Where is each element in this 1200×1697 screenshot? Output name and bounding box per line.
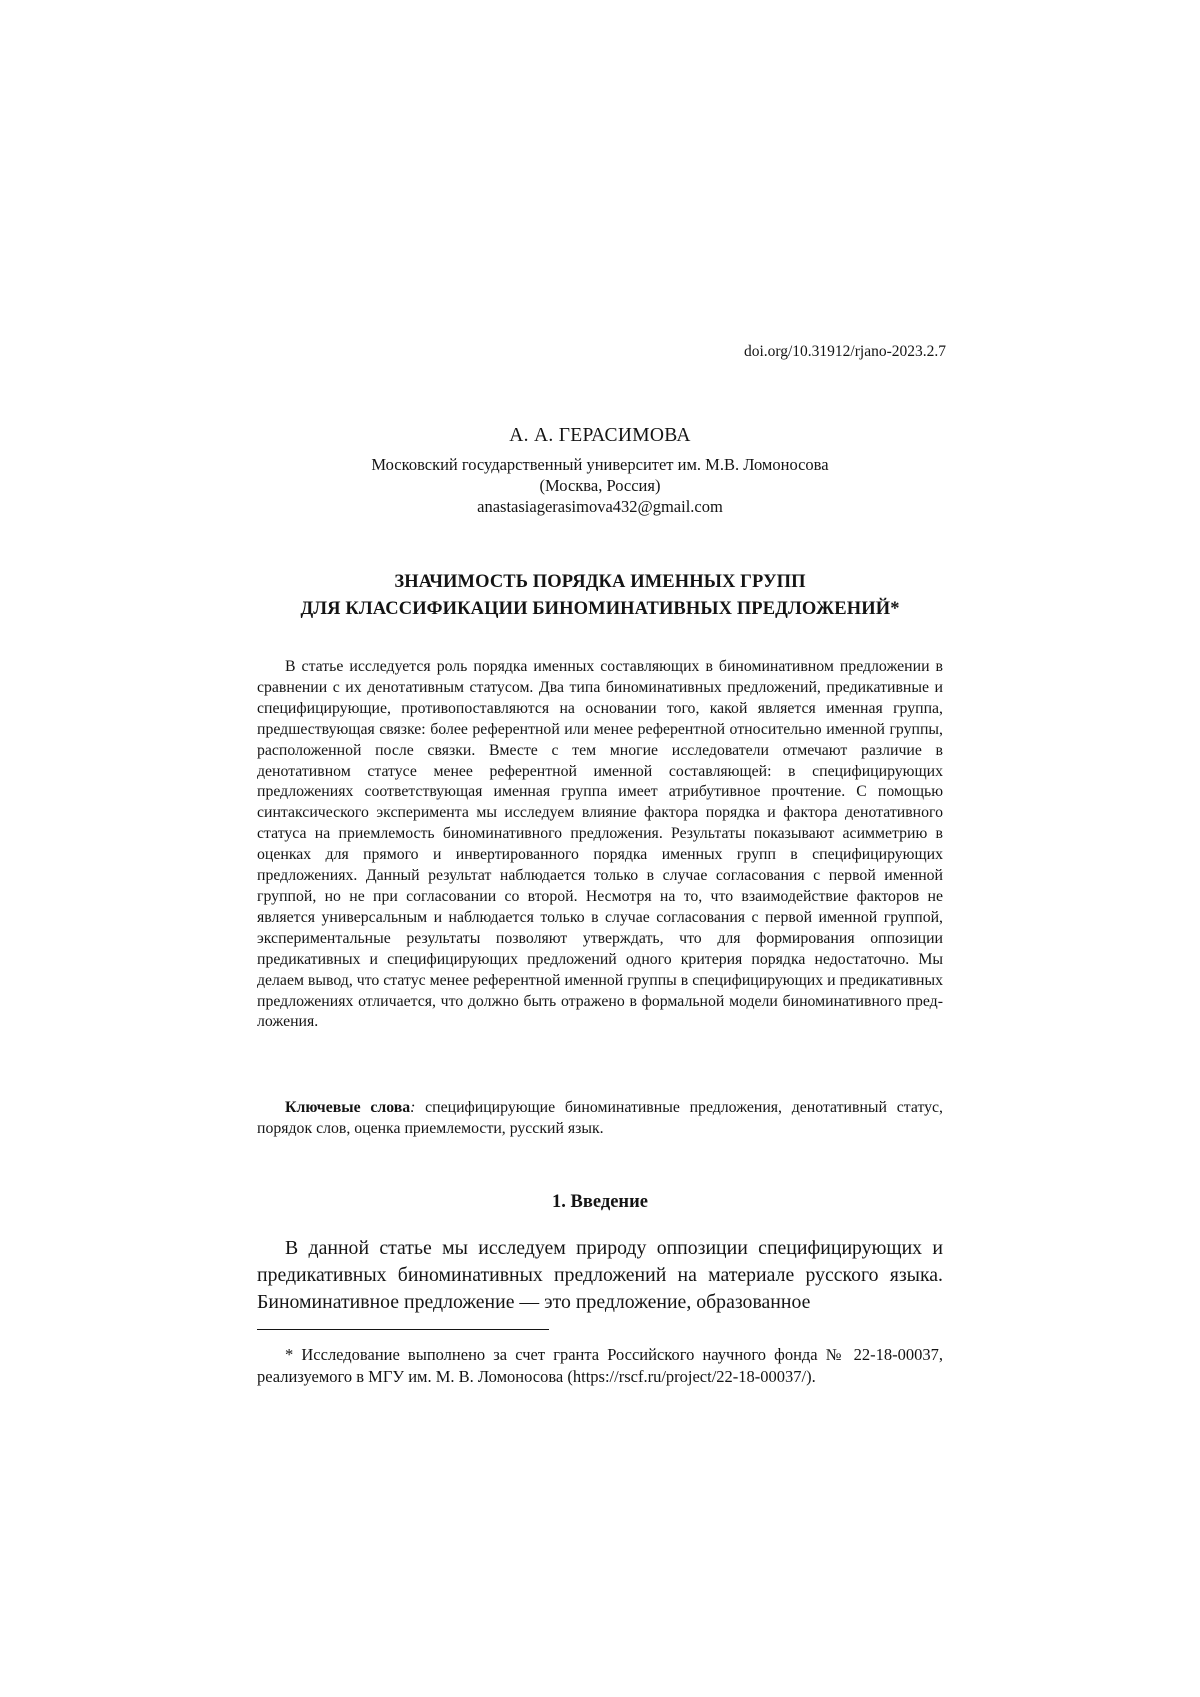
keywords-text: специфицирующие биноминативные предложения, денотативный статус, порядок слов, оценка приемлемости, русский язык. (257, 1099, 943, 1137)
author-name: А. А. ГЕРАСИМОВА (509, 425, 691, 446)
section-heading-introduction: 1. Введение (552, 1192, 648, 1212)
author-location: (Москва, Россия) (539, 476, 661, 495)
footnote-divider (257, 1329, 549, 1330)
doi-link[interactable]: doi.org/10.31912/rjano-2023.2.7 (743, 343, 946, 360)
abstract (257, 657, 943, 1033)
author-email[interactable]: anastasiagerasimova432@gmail.com (477, 497, 723, 516)
footnote: * Исследование выполнено за счет гранта Российского научного фонда № 22-18-00037, реализуемого в МГУ им. М. В. Ломоносова (https://rscf.ru/project/22-18-00037/). (257, 1345, 943, 1386)
title-line-2: ДЛЯ КЛАССИФИКАЦИИ БИНОМИНАТИВНЫХ ПРЕДЛОЖЕНИЙ* (300, 599, 900, 619)
author-affiliation: Московский государственный университет им. М.В. Ломоносова (371, 455, 829, 474)
keywords-colon: : (410, 1099, 416, 1116)
keywords-label: Ключевые слова (285, 1099, 411, 1116)
abstract-text: В статье исследуется роль порядка именных составляющих в биноминативном предложении в сравнении с их денотативным статусом. Два типа биноминативных предложений, предикативные и специфицирующие, противопоставляются на основании того, какой является именная группа, предшествующая связке: более референтной или менее референтной относительно именной группы, расположенной после связки. Вместе с тем многие исследователи отмечают различие в денотативном статусе менее референтной именной составляющей: в специфицирующих предложениях соответствующая именная группа имеет атрибутивное прочтение. С помощью синтаксического эксперимента мы исследуем влияние фактора порядка и фактора денотативного статуса на приемлемость биноминативного предложения. Результаты показывают асимметрию в оценках для прямого и инвертированного порядка именных групп в специфицирующих предложениях. Данный результат наблюдается только в случае согласования с первой именной группой, но не при согласовании со второй. Несмотря на то, что взаимодействие факторов не является универсальным и наблюдается только в случае согласования с первой именной группой, экспериментальные результаты позволяют утверждать, что для формирования оппозиции предикативных и специфицирующих предложений одного критерия порядка недостаточно. Мы делаем вывод, что статус менее референтной именной группы в специфицирующих и предикативных предложениях отличается, что должно быть отражено в формальной модели биноминативного предложения. (257, 658, 943, 1031)
keywords (257, 1097, 943, 1139)
paper-title (240, 569, 960, 623)
title-line-1: ЗНАЧИМОСТЬ ПОРЯДКА ИМЕННЫХ ГРУПП (394, 572, 806, 592)
introduction-paragraph: В данной статье мы исследуем природу оппозиции специфицирующих и предикативных биноминативных предложений на материале русского языка. Биноминативное предложение — это предложение, образованное (257, 1237, 943, 1313)
author-block (257, 423, 943, 517)
